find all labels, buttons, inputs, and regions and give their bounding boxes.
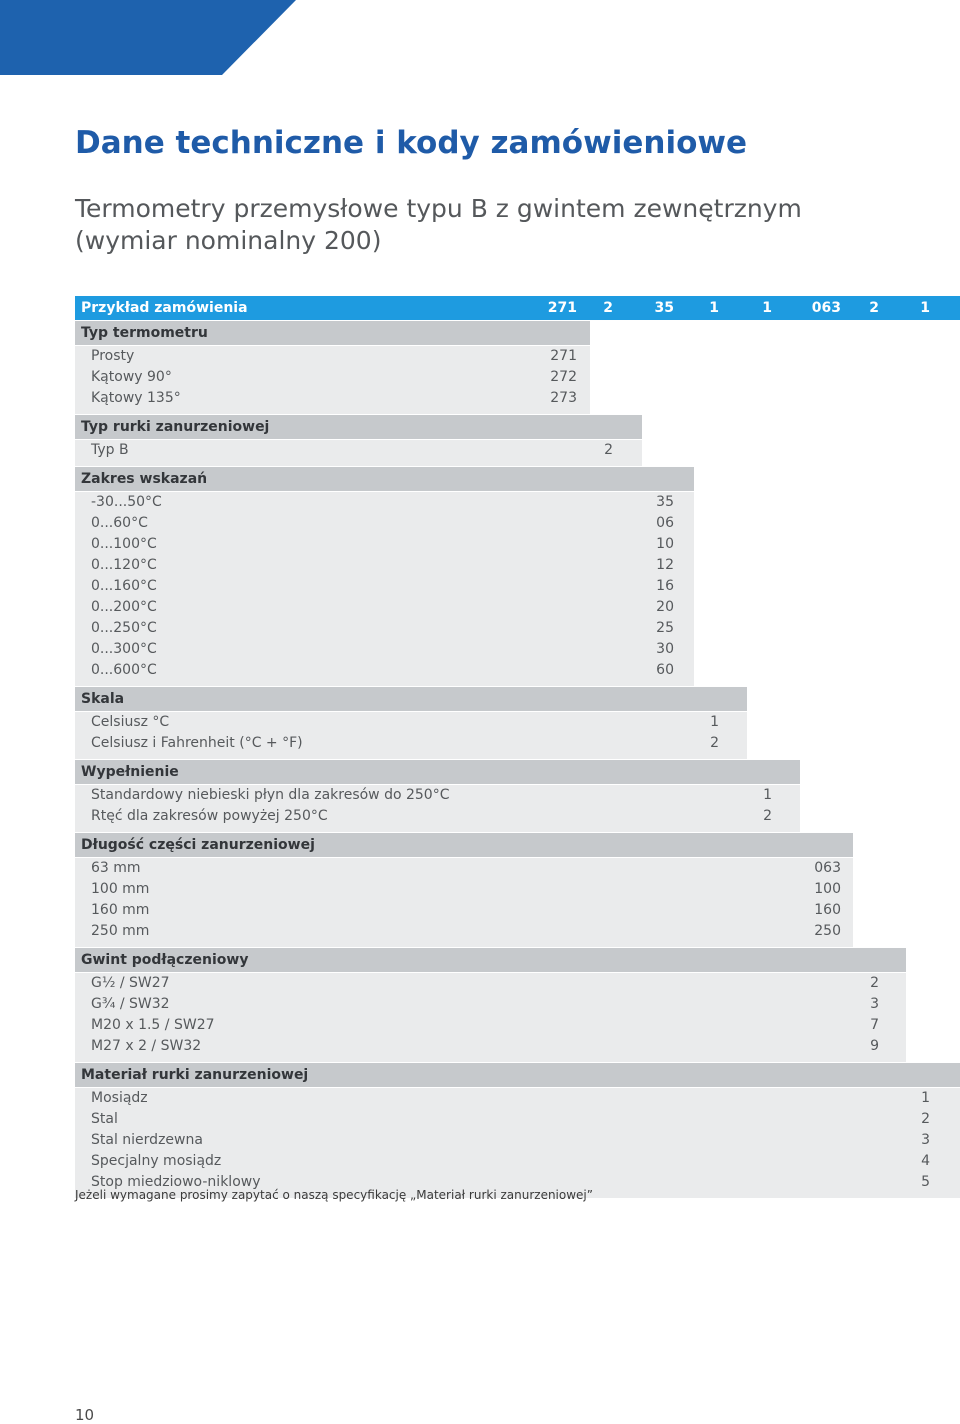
subtitle-line-1: Termometry przemysłowe typu B z gwintem zewnętrznym bbox=[75, 194, 802, 223]
option-code: 35 bbox=[656, 494, 674, 510]
footnote: Jeżeli wymagane prosimy zapytać o naszą specyfikację „Materiał rurki zanurzeniowej” bbox=[75, 1188, 593, 1202]
section-header bbox=[75, 687, 747, 711]
option-row bbox=[75, 534, 694, 555]
section-spacer bbox=[75, 409, 590, 414]
order-example-code: 2 bbox=[603, 300, 613, 316]
option-label: Kątowy 90° bbox=[91, 369, 172, 385]
option-label: 0...60°C bbox=[91, 515, 148, 531]
subtitle-line-2: (wymiar nominalny 200) bbox=[75, 226, 382, 255]
option-code: 4 bbox=[921, 1153, 930, 1169]
section-title: Typ termometru bbox=[81, 325, 208, 341]
column-separator bbox=[590, 320, 591, 413]
section-items bbox=[75, 492, 694, 686]
option-code: 60 bbox=[656, 662, 674, 678]
option-label: Specjalny mosiądz bbox=[91, 1153, 222, 1169]
option-code: 1 bbox=[763, 787, 772, 803]
section-title: Długość części zanurzeniowej bbox=[81, 837, 315, 853]
option-label: Rtęć dla zakresów powyżej 250°C bbox=[91, 808, 328, 824]
page-title: Dane techniczne i kody zamówieniowe bbox=[75, 125, 748, 161]
option-label: M27 x 2 / SW32 bbox=[91, 1038, 202, 1054]
option-row bbox=[75, 1015, 906, 1036]
option-code: 250 bbox=[814, 923, 841, 939]
section-items bbox=[75, 858, 853, 947]
page-number: 10 bbox=[75, 1406, 95, 1424]
option-code: 2 bbox=[604, 442, 613, 458]
option-label: Typ B bbox=[91, 442, 129, 458]
section-title: Zakres wskazań bbox=[81, 471, 208, 487]
option-label: 0...160°C bbox=[91, 578, 157, 594]
option-row bbox=[75, 785, 800, 806]
option-code: 12 bbox=[656, 557, 674, 573]
option-label: 0...100°C bbox=[91, 536, 157, 552]
order-code-table bbox=[75, 296, 960, 1199]
option-row bbox=[75, 921, 853, 942]
section-spacer bbox=[75, 942, 853, 947]
option-row bbox=[75, 639, 694, 660]
column-separator bbox=[800, 320, 801, 831]
order-example-code: 1 bbox=[920, 300, 930, 316]
option-code: 25 bbox=[656, 620, 674, 636]
section-spacer bbox=[75, 1057, 906, 1062]
option-label: Stal bbox=[91, 1111, 118, 1127]
option-code: 1 bbox=[710, 714, 719, 730]
section-header bbox=[75, 948, 906, 972]
section-header bbox=[75, 833, 853, 857]
option-code: 06 bbox=[656, 515, 674, 531]
option-code: 3 bbox=[921, 1132, 930, 1148]
option-row bbox=[75, 1109, 960, 1130]
option-row bbox=[75, 1088, 960, 1109]
option-row bbox=[75, 597, 694, 618]
section-title: Skala bbox=[81, 691, 125, 707]
page-subtitle bbox=[75, 193, 802, 257]
option-row bbox=[75, 712, 747, 733]
column-separator bbox=[906, 320, 907, 1061]
option-code: 2 bbox=[710, 735, 719, 751]
option-label: 0...250°C bbox=[91, 620, 157, 636]
option-code: 16 bbox=[656, 578, 674, 594]
option-row bbox=[75, 900, 853, 921]
section-spacer bbox=[75, 754, 747, 759]
option-label: Celsiusz i Fahrenheit (°C + °F) bbox=[91, 735, 303, 751]
option-row bbox=[75, 388, 590, 409]
option-label: 160 mm bbox=[91, 902, 150, 918]
option-label: 0...300°C bbox=[91, 641, 157, 657]
option-code: 9 bbox=[870, 1038, 879, 1054]
option-label: Celsiusz °C bbox=[91, 714, 170, 730]
option-label: 0...600°C bbox=[91, 662, 157, 678]
option-code: 1 bbox=[921, 1090, 930, 1106]
option-code: 273 bbox=[550, 390, 577, 406]
section-items bbox=[75, 440, 642, 466]
option-row bbox=[75, 555, 694, 576]
option-label: 0...200°C bbox=[91, 599, 157, 615]
option-code: 2 bbox=[921, 1111, 930, 1127]
option-row bbox=[75, 492, 694, 513]
option-label: 0...120°C bbox=[91, 557, 157, 573]
option-code: 10 bbox=[656, 536, 674, 552]
section-header bbox=[75, 1063, 960, 1087]
section-items bbox=[75, 785, 800, 832]
column-separator bbox=[694, 320, 695, 685]
column-separator bbox=[642, 320, 643, 465]
option-code: 20 bbox=[656, 599, 674, 615]
corner-decoration bbox=[0, 0, 300, 75]
option-code: 3 bbox=[870, 996, 879, 1012]
order-example-row bbox=[75, 296, 960, 320]
option-label: 100 mm bbox=[91, 881, 150, 897]
option-row bbox=[75, 858, 853, 879]
order-example-code: 2 bbox=[869, 300, 879, 316]
option-label: Standardowy niebieski płyn dla zakresów do 250°C bbox=[91, 787, 450, 803]
section-header bbox=[75, 415, 642, 439]
option-row bbox=[75, 806, 800, 827]
option-code: 160 bbox=[814, 902, 841, 918]
order-example-label: Przykład zamówienia bbox=[81, 300, 248, 316]
option-label: -30...50°C bbox=[91, 494, 162, 510]
section-items bbox=[75, 346, 590, 414]
option-code: 272 bbox=[550, 369, 577, 385]
option-label: G¾ / SW32 bbox=[91, 996, 170, 1012]
order-example-code: 063 bbox=[811, 300, 841, 316]
option-code: 5 bbox=[921, 1174, 930, 1190]
section-spacer bbox=[75, 681, 694, 686]
option-row bbox=[75, 346, 590, 367]
option-row bbox=[75, 513, 694, 534]
option-code: 30 bbox=[656, 641, 674, 657]
option-row bbox=[75, 660, 694, 681]
option-row bbox=[75, 367, 590, 388]
option-row bbox=[75, 1130, 960, 1151]
option-code: 271 bbox=[550, 348, 577, 364]
order-example-code: 1 bbox=[762, 300, 772, 316]
column-separator bbox=[747, 320, 748, 758]
option-row bbox=[75, 1036, 906, 1057]
section-title: Wypełnienie bbox=[81, 764, 179, 780]
section-header bbox=[75, 321, 590, 345]
section-spacer bbox=[75, 827, 800, 832]
section-header bbox=[75, 467, 694, 491]
option-code: 100 bbox=[814, 881, 841, 897]
option-code: 2 bbox=[870, 975, 879, 991]
order-example-code: 35 bbox=[654, 300, 674, 316]
section-title: Gwint podłączeniowy bbox=[81, 952, 249, 968]
option-label: 250 mm bbox=[91, 923, 150, 939]
option-label: Mosiądz bbox=[91, 1090, 148, 1106]
section-spacer bbox=[75, 461, 642, 466]
option-label: M20 x 1.5 / SW27 bbox=[91, 1017, 215, 1033]
order-example-code: 271 bbox=[547, 300, 577, 316]
option-label: Stop miedziowo-niklowy bbox=[91, 1174, 261, 1190]
option-label: G½ / SW27 bbox=[91, 975, 170, 991]
option-code: 2 bbox=[763, 808, 772, 824]
option-row bbox=[75, 1151, 960, 1172]
option-row bbox=[75, 440, 642, 461]
section-items bbox=[75, 712, 747, 759]
section-items bbox=[75, 973, 906, 1062]
option-row bbox=[75, 733, 747, 754]
section-title: Materiał rurki zanurzeniowej bbox=[81, 1067, 309, 1083]
option-row bbox=[75, 973, 906, 994]
option-row bbox=[75, 994, 906, 1015]
section-title: Typ rurki zanurzeniowej bbox=[81, 419, 270, 435]
option-row bbox=[75, 576, 694, 597]
column-separator bbox=[853, 320, 854, 946]
option-row bbox=[75, 879, 853, 900]
order-example-code: 1 bbox=[709, 300, 719, 316]
option-row bbox=[75, 618, 694, 639]
option-code: 7 bbox=[870, 1017, 879, 1033]
option-label: Stal nierdzewna bbox=[91, 1132, 203, 1148]
option-label: Kątowy 135° bbox=[91, 390, 181, 406]
option-label: 63 mm bbox=[91, 860, 141, 876]
option-code: 063 bbox=[814, 860, 841, 876]
section-header bbox=[75, 760, 800, 784]
option-label: Prosty bbox=[91, 348, 135, 364]
section-items bbox=[75, 1088, 960, 1198]
